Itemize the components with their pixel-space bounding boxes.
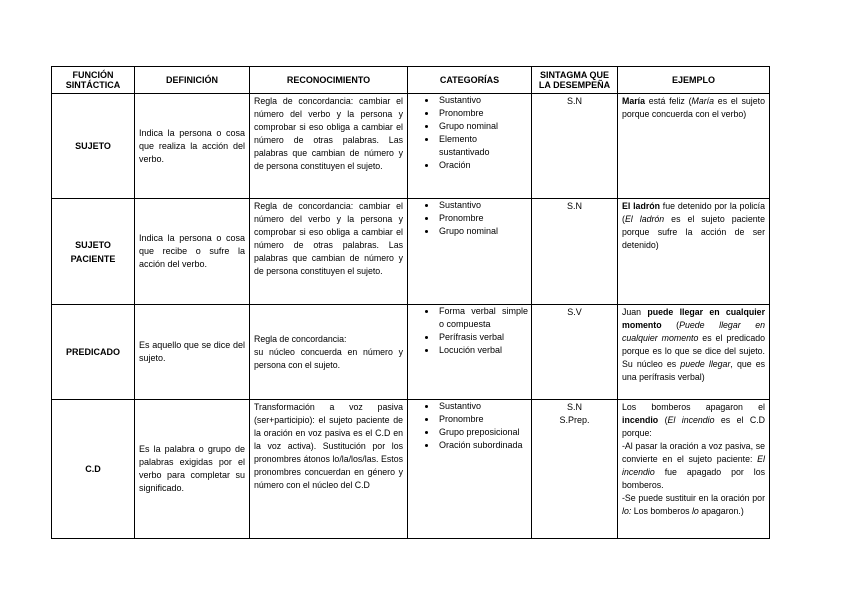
list-item: • Grupo preposicional bbox=[437, 426, 528, 439]
example-italic: El incendio bbox=[622, 454, 765, 477]
cell-definicion: Indica la persona o cosa que recibe o sufre la acción del verbo. bbox=[135, 199, 250, 305]
cell-ejemplo bbox=[618, 305, 770, 400]
categories-list bbox=[411, 94, 528, 172]
sintagma-line: S.N bbox=[566, 402, 582, 412]
example-text: -Se puede sustituir en la oración por bbox=[622, 493, 765, 503]
cell-categorias bbox=[408, 400, 532, 539]
reconocimiento-line: su núcleo concuerda en número y persona con el sujeto. bbox=[254, 346, 403, 370]
list-item: • Grupo nominal bbox=[437, 225, 528, 238]
table-row-predicado bbox=[52, 305, 770, 400]
table-row-sujeto-paciente bbox=[52, 199, 770, 305]
cell-ejemplo bbox=[618, 400, 770, 539]
header-reconocimiento: RECONOCIMIENTO bbox=[250, 67, 408, 94]
cell-sintagma: S.N bbox=[532, 199, 618, 305]
example-text: es el C.D porque: bbox=[622, 415, 766, 438]
cell-definicion: Es la palabra o grupo de palabras exigidas por el verbo para completar su significado. bbox=[135, 400, 250, 539]
cell-reconocimiento: Transformación a voz pasiva (ser+participio): el sujeto paciente de la oración en voz pasiva es el C.D en la voz activa). Sustitución por los pronombres átonos lo/la/los/las. Estos pronombres concuerdan en género y número con el núcleo del C.D bbox=[250, 400, 408, 539]
example-italic: Puede llegar en cualquier momento bbox=[622, 320, 765, 343]
list-item: • Elemento sustantivado bbox=[437, 133, 528, 159]
example-text: Juan bbox=[622, 307, 648, 317]
example-italic: lo: bbox=[622, 506, 632, 516]
example-text: fue detenido por la policía ( bbox=[622, 201, 765, 224]
example-italic: lo bbox=[691, 506, 699, 516]
header-row bbox=[52, 67, 770, 94]
example-text: es el sujeto paciente porque sufre la acción de ser detenido) bbox=[622, 214, 765, 250]
cell-funcion: SUJETO bbox=[52, 94, 135, 199]
header-definicion: DEFINICIÓN bbox=[135, 67, 250, 94]
example-text: ( bbox=[661, 320, 680, 330]
example-italic: puede llegar bbox=[680, 359, 731, 369]
example-italic: El ladrón bbox=[624, 214, 665, 224]
example-line bbox=[622, 492, 765, 518]
example-italic: El incendio bbox=[667, 415, 715, 425]
cell-reconocimiento: Regla de concordancia: cambiar el número del verbo y la persona y comprobar si eso obliga a cambiar el número de otras palabras. Las palabras que cambian de número y de persona constituyen el sujeto. bbox=[250, 94, 408, 199]
cell-sintagma: S.N bbox=[532, 94, 618, 199]
example-text: es el predicado porque es lo que se dice del sujeto. Su núcleo es bbox=[622, 333, 766, 369]
example-text: , que es una perífrasis verbal) bbox=[622, 359, 766, 382]
cell-definicion: Es aquello que se dice del sujeto. bbox=[135, 305, 250, 400]
list-item: • Sustantivo bbox=[437, 400, 528, 413]
cell-ejemplo bbox=[618, 94, 770, 199]
cell-categorias bbox=[408, 305, 532, 400]
list-item: • Locución verbal bbox=[437, 344, 528, 357]
cell-reconocimiento: Regla de concordancia: cambiar el número del verbo y la persona y comprobar si eso obliga a cambiar el número de otras palabras. Las palabras que cambian de número y de persona constituyen el sujeto. bbox=[250, 199, 408, 305]
example-text: es el sujeto porque concuerda con el verbo) bbox=[622, 96, 765, 119]
example-text: Los bomberos bbox=[631, 506, 692, 516]
categories-list bbox=[411, 305, 528, 357]
header-categorias: CATEGORÍAS bbox=[408, 67, 532, 94]
example-text: -Al pasar la oración a voz pasiva, se convierte en el sujeto paciente: bbox=[622, 441, 765, 464]
cell-definicion: Indica la persona o cosa que realiza la acción del verbo. bbox=[135, 94, 250, 199]
example-italic: María bbox=[691, 96, 715, 106]
list-item: • Sustantivo bbox=[437, 199, 528, 212]
header-sintagma: SINTAGMA QUE LA DESEMPEÑA bbox=[532, 67, 618, 94]
example-bold: El ladrón bbox=[622, 201, 660, 211]
cell-sintagma: S.V bbox=[532, 305, 618, 400]
example-text: ( bbox=[658, 415, 668, 425]
example-text: Los bomberos apagaron el bbox=[622, 402, 765, 412]
example-bold: puede llegar en cualquier momento bbox=[622, 307, 765, 330]
header-funcion: FUNCIÓN SINTÁCTICA bbox=[52, 67, 135, 94]
reconocimiento-line: Regla de concordancia: bbox=[254, 333, 347, 344]
example-text: apagaron.) bbox=[698, 506, 744, 516]
cell-categorias bbox=[408, 94, 532, 199]
categories-list bbox=[411, 400, 528, 452]
example-bold: incendio bbox=[622, 415, 659, 425]
example-bold: María bbox=[622, 96, 645, 106]
list-item: • Oración subordinada bbox=[437, 439, 528, 452]
list-item: • Sustantivo bbox=[437, 94, 528, 107]
header-ejemplo: EJEMPLO bbox=[618, 67, 770, 94]
cell-reconocimiento bbox=[250, 305, 408, 400]
list-item: • Pronombre bbox=[437, 212, 528, 225]
example-line bbox=[622, 440, 765, 492]
table-row-cd bbox=[52, 400, 770, 539]
list-item: • Pronombre bbox=[437, 107, 528, 120]
cell-funcion: PREDICADO bbox=[52, 305, 135, 400]
example-text: está feliz ( bbox=[644, 96, 692, 106]
cell-sintagma bbox=[532, 400, 618, 539]
cell-funcion bbox=[52, 199, 135, 305]
list-item: • Perífrasis verbal bbox=[437, 331, 528, 344]
categories-list bbox=[411, 199, 528, 238]
funcion-label: SUJETO PACIENTE bbox=[70, 239, 116, 264]
sintagma-line: S.Prep. bbox=[559, 415, 590, 425]
list-item: • Pronombre bbox=[437, 413, 528, 426]
list-item: • Oración bbox=[437, 159, 528, 172]
table-row-sujeto bbox=[52, 94, 770, 199]
example-text: fue apagado por los bomberos. bbox=[622, 467, 765, 490]
list-item: • Grupo nominal bbox=[437, 120, 528, 133]
list-item: • Forma verbal simple o compuesta bbox=[437, 305, 528, 331]
syntactic-functions-table bbox=[51, 66, 770, 539]
cell-categorias bbox=[408, 199, 532, 305]
cell-funcion: C.D bbox=[52, 400, 135, 539]
cell-ejemplo bbox=[618, 199, 770, 305]
